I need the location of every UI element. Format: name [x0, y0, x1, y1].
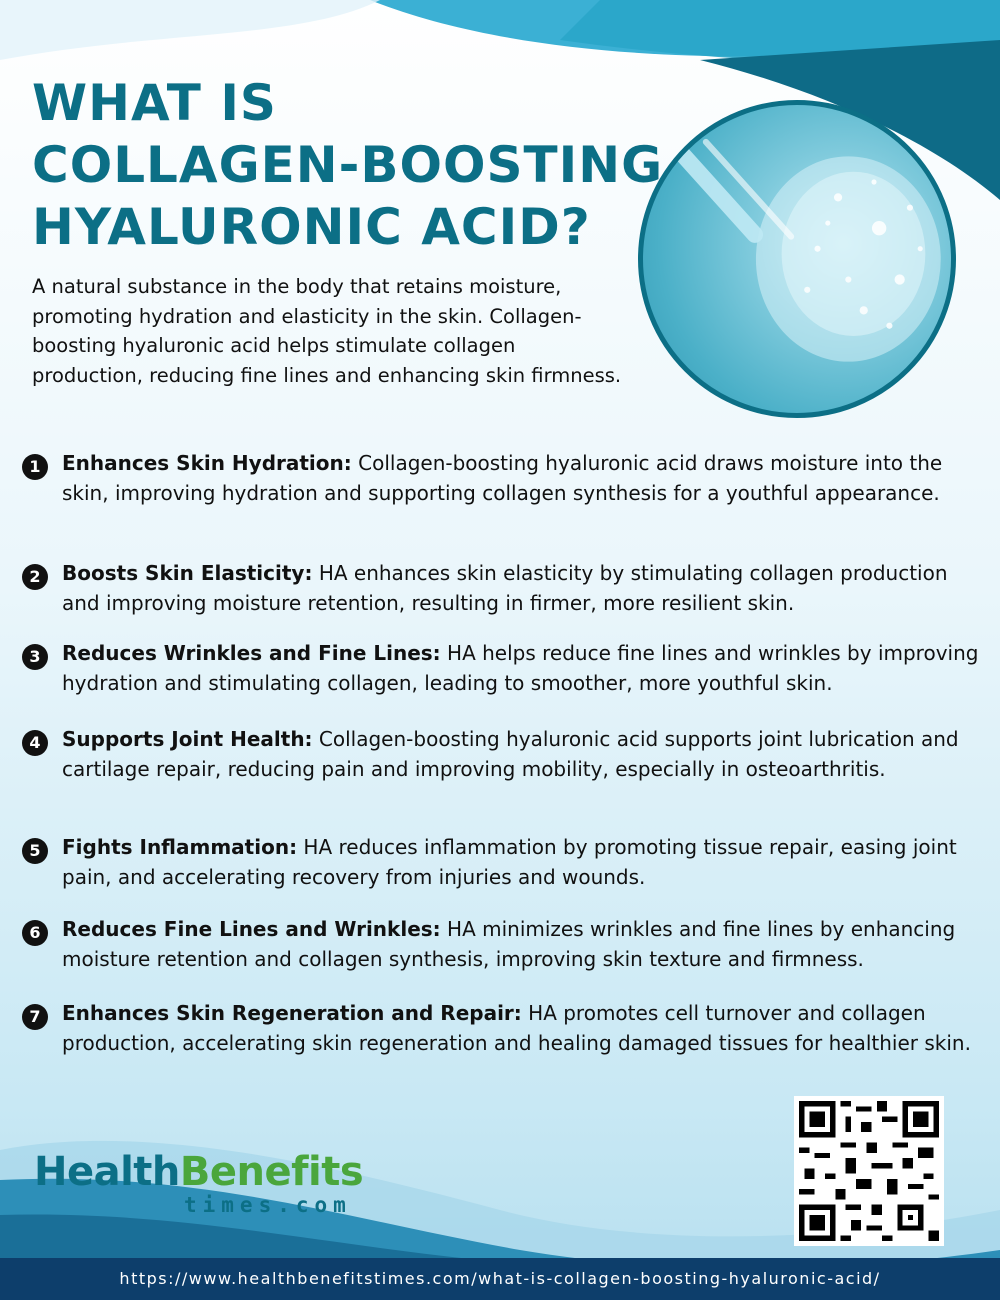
item-text [62, 558, 982, 618]
number-badge: 5 [22, 838, 48, 864]
title-line-1: WHAT IS [32, 74, 277, 132]
item-heading: Fights Inflammation: [62, 835, 298, 859]
item-text [62, 832, 982, 892]
item-text [62, 914, 982, 974]
footer-url-bar [0, 1258, 1000, 1300]
item-heading: Enhances Skin Hydration: [62, 451, 352, 475]
number-badge: 2 [22, 564, 48, 590]
item-body: Collagen-boosting hyaluronic acid supports joint lubrication and cartilage repair, reducing pain and improving mobility, especially in osteoarthritis. [62, 727, 959, 781]
intro-paragraph: A natural substance in the body that retains moisture, promoting hydration and elasticity in the skin. Collagen-boosting hyaluronic acid helps stimulate collagen production, reducing fine lines and enhancing skin firmness. [32, 275, 622, 387]
number-badge: 7 [22, 1004, 48, 1030]
item-text [62, 638, 982, 698]
item-body: HA promotes cell turnover and collagen production, accelerating skin regeneration and healing damaged tissues for healthier skin. [62, 1001, 971, 1055]
number-badge: 1 [22, 454, 48, 480]
logo-benefits-text: Benefits [179, 1149, 364, 1195]
number-badge: 4 [22, 730, 48, 756]
item-heading: Boosts Skin Elasticity: [62, 561, 313, 585]
footer-url[interactable]: https://www.healthbenefitstimes.com/what-is-collagen-boosting-hyaluronic-acid/ [119, 1269, 881, 1288]
item-body: Collagen-boosting hyaluronic acid draws moisture into the skin, improving hydration and supporting collagen synthesis for a youthful appearance. [62, 451, 943, 505]
item-heading: Reduces Wrinkles and Fine Lines: [62, 641, 441, 665]
item-body: HA helps reduce fine lines and wrinkles by improving hydration and stimulating collagen, leading to smoother, more youthful skin. [62, 641, 979, 695]
item-text [62, 724, 982, 784]
item-body: HA enhances skin elasticity by stimulating collagen production and improving moisture retention, resulting in firmer, more resilient skin. [62, 561, 948, 615]
qr-code-icon[interactable] [794, 1096, 944, 1246]
item-body: HA reduces inflammation by promoting tissue repair, easing joint pain, and accelerating recovery from injuries and wounds. [62, 835, 957, 889]
item-heading: Reduces Fine Lines and Wrinkles: [62, 917, 441, 941]
serum-dropper-photo [638, 100, 956, 418]
qr-code-graphic [794, 1096, 944, 1246]
item-heading: Supports Joint Health: [62, 727, 313, 751]
title-line-3: HYALURONIC ACID? [32, 198, 591, 256]
logo-subtext: times.com [184, 1193, 352, 1217]
number-badge: 6 [22, 920, 48, 946]
serum-dropper-illustration [643, 105, 951, 413]
item-heading: Enhances Skin Regeneration and Repair: [62, 1001, 522, 1025]
item-text [62, 998, 982, 1058]
item-body: HA minimizes wrinkles and fine lines by enhancing moisture retention and collagen synthesis, improving skin texture and firmness. [62, 917, 956, 971]
item-text [62, 448, 982, 508]
health-benefits-logo [34, 1150, 363, 1216]
page-title [32, 72, 672, 258]
logo-health-text: Health [34, 1149, 180, 1195]
number-badge: 3 [22, 644, 48, 670]
title-line-2: COLLAGEN-BOOSTING [32, 136, 664, 194]
